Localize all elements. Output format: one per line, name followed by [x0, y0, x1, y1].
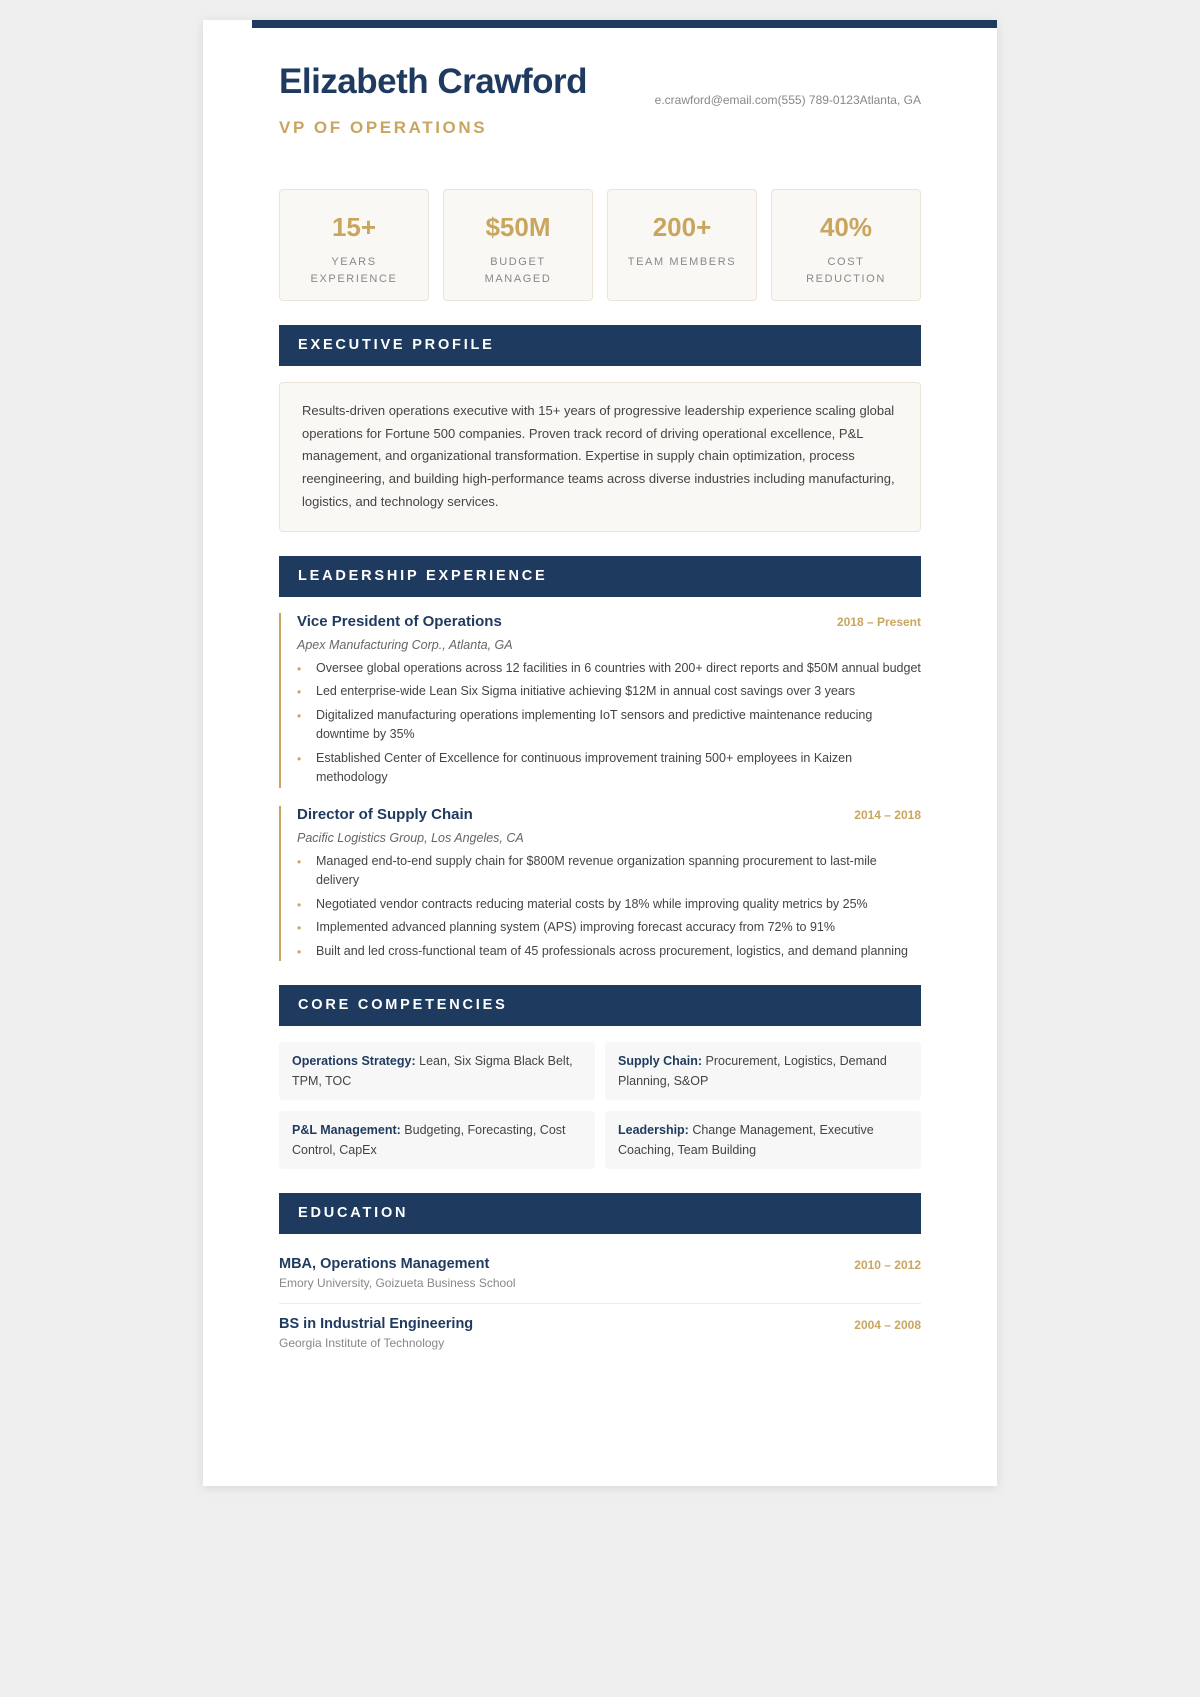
- competencies-grid: [279, 1042, 921, 1169]
- bullet-icon: •: [297, 751, 302, 766]
- job-date: 2018 – Present: [836, 614, 921, 629]
- job-entry: [279, 806, 921, 962]
- profile-summary: Results-driven operations executive with 15+ years of progressive leadership experience scaling global operations for Fortune 500 companies. Proven track record of driving operational excellence, P&L management, and organizational transformation. Expertise in supply chain optimization, process reengineering, and building high-performance teams across diverse industries including manufacturing, logistics, and technology services.: [279, 382, 921, 532]
- job-bullet: • Negotiated vendor contracts reducing material costs by 18% while improving quality metrics by 25%: [297, 895, 921, 915]
- bullet-icon: •: [297, 708, 302, 723]
- competency-item: [279, 1111, 595, 1169]
- section-heading-profile: EXECUTIVE PROFILE: [279, 325, 921, 366]
- competency-item: [605, 1042, 921, 1100]
- stat-label: BUDGET MANAGED: [484, 256, 552, 285]
- resume-content: [279, 20, 921, 1363]
- bullet-icon: •: [297, 921, 302, 936]
- job-bullet: • Managed end-to-end supply chain for $800M revenue organization spanning procurement to last-mile delivery: [297, 853, 877, 888]
- competency-item: [605, 1111, 921, 1169]
- stat-value: 15+: [331, 212, 377, 242]
- competency-text: Budgeting, Forecasting, Cost Control, CapEx: [292, 1123, 566, 1158]
- job-title: Director of Supply Chain: [297, 805, 473, 823]
- stat-card-budget: [443, 189, 593, 301]
- job-bullets: [297, 852, 921, 962]
- competency-text: Change Management, Executive Coaching, Team Building: [618, 1123, 874, 1158]
- competency-text: Procurement, Logistics, Demand Planning, S&OP: [618, 1054, 887, 1089]
- stat-label: TEAM MEMBERS: [627, 256, 737, 268]
- stat-value: 40%: [819, 212, 873, 242]
- section-heading-education: EDUCATION: [279, 1193, 921, 1234]
- job-title: Vice President of Operations: [297, 612, 502, 630]
- job-company: Apex Manufacturing Corp., Atlanta, GA: [297, 637, 513, 652]
- contact-phone[interactable]: (555) 789-0123: [777, 93, 860, 107]
- contact-email[interactable]: e.crawford@email.com: [654, 93, 778, 107]
- stat-label: COST REDUCTION: [806, 256, 886, 285]
- bullet-icon: •: [297, 944, 302, 959]
- bullet-icon: •: [297, 897, 302, 912]
- contact-location: Atlanta, GA: [859, 93, 921, 107]
- job-company: Pacific Logistics Group, Los Angeles, CA: [297, 830, 524, 845]
- competency-label: Operations Strategy:: [292, 1054, 416, 1069]
- bullet-icon: •: [297, 685, 302, 700]
- stat-value: $50M: [485, 212, 551, 242]
- job-date: 2014 – 2018: [854, 807, 921, 822]
- competency-label: Leadership:: [618, 1123, 689, 1138]
- edu-school: Georgia Institute of Technology: [279, 1336, 445, 1351]
- edu-degree: BS in Industrial Engineering: [279, 1316, 474, 1333]
- job-bullet: • Implemented advanced planning system (APS) improving forecast accuracy from 72% to 91%: [297, 918, 921, 938]
- section-heading-competencies: CORE COMPETENCIES: [279, 985, 921, 1026]
- resume-page: [203, 20, 997, 1486]
- competency-item: [279, 1042, 595, 1100]
- edu-school: Emory University, Goizueta Business School: [279, 1276, 516, 1291]
- job-entry: [279, 613, 921, 788]
- education-entry: [279, 1303, 921, 1363]
- stat-card-cost: [771, 189, 921, 301]
- contact-info: [655, 93, 921, 107]
- education-entry: [279, 1256, 921, 1303]
- education-list: [279, 1256, 921, 1363]
- job-bullets: [297, 659, 921, 788]
- stat-card-years: [279, 189, 429, 301]
- job-bullet: • Oversee global operations across 12 facilities in 6 countries with 200+ direct reports and $50M annual budget: [297, 659, 921, 679]
- edu-date: 2004 – 2008: [854, 1318, 921, 1333]
- stat-label: YEARS EXPERIENCE: [310, 256, 398, 285]
- job-bullet: • Led enterprise-wide Lean Six Sigma initiative achieving $12M in annual cost savings over 3 years: [297, 682, 921, 702]
- section-heading-experience: LEADERSHIP EXPERIENCE: [279, 556, 921, 597]
- stat-card-team: [607, 189, 757, 301]
- job-bullet: • Built and led cross-functional team of 45 professionals across procurement, logistics, and demand planning: [297, 942, 921, 962]
- candidate-name: Elizabeth Crawford: [279, 62, 587, 101]
- competency-label: P&L Management:: [292, 1123, 401, 1138]
- job-bullet: • Digitalized manufacturing operations implementing IoT sensors and predictive maintenance reducing downtime by 35%: [297, 707, 873, 742]
- edu-date: 2010 – 2012: [854, 1258, 921, 1273]
- stat-value: 200+: [652, 212, 712, 242]
- candidate-title: VP OF OPERATIONS: [279, 118, 488, 137]
- edu-degree: MBA, Operations Management: [279, 1256, 490, 1273]
- competency-label: Supply Chain:: [618, 1054, 703, 1069]
- competency-text: Lean, Six Sigma Black Belt, TPM, TOC: [292, 1054, 573, 1089]
- bullet-icon: •: [297, 854, 302, 869]
- stats-row: [279, 189, 921, 301]
- job-bullet: • Established Center of Excellence for continuous improvement training 500+ employees in Kaizen methodology: [297, 750, 853, 785]
- bullet-icon: •: [297, 661, 302, 676]
- resume-header: [279, 20, 921, 168]
